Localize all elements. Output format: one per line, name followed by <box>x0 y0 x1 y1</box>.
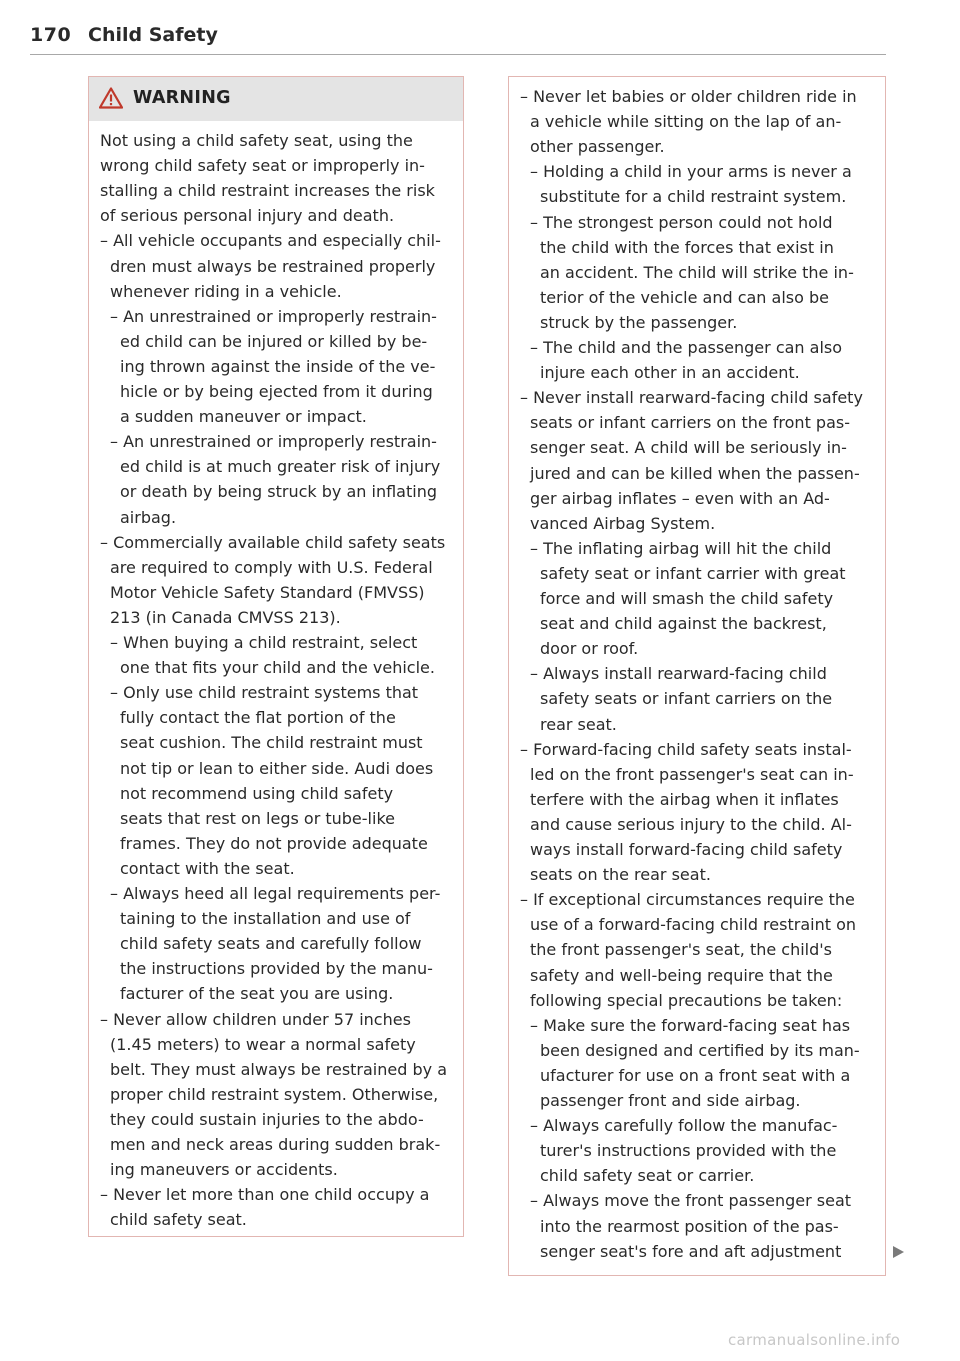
text-line: ger airbag inflates – even with an Ad- <box>530 488 830 508</box>
text-line: they could sustain injuries to the abdo- <box>110 1109 424 1129</box>
text-line: the child with the forces that exist in <box>540 237 834 257</box>
text-line: into the rearmost position of the pas- <box>540 1216 839 1236</box>
continue-arrow-icon <box>890 1244 906 1260</box>
text-line: whenever riding in a vehicle. <box>110 281 342 301</box>
text-line: fully contact the flat portion of the <box>120 708 396 728</box>
text-line: child safety seat or carrier. <box>540 1166 755 1186</box>
text-line: jured and can be killed when the passen- <box>530 463 860 483</box>
text-line: passenger front and side airbag. <box>540 1091 801 1110</box>
text-line: not recommend using child safety <box>120 783 394 803</box>
text-line: injure each other in an accident. <box>540 363 800 383</box>
text-line: child safety seats and carefully follow <box>120 934 422 954</box>
text-line: – Always carefully follow the manufac- <box>530 1116 838 1136</box>
text-line: frames. They do not provide adequate <box>120 833 428 853</box>
text-line: belt. They must always be restrained by a <box>110 1059 447 1079</box>
text-line: dren must always be restrained properly <box>110 256 436 276</box>
text-line: safety seat or infant carrier with great <box>540 563 846 583</box>
text-line: (1.45 meters) to wear a normal safety <box>110 1034 416 1054</box>
text-line: following special precautions be taken: <box>530 990 843 1010</box>
text-line: been designed and certified by its man- <box>540 1040 860 1060</box>
warning-header <box>89 77 463 121</box>
text-line: struck by the passenger. <box>540 312 738 332</box>
text-line: not tip or lean to either side. Audi does <box>120 758 434 778</box>
text-line: led on the front passenger's seat can in- <box>530 764 854 784</box>
text-line: of serious personal injury and death. <box>100 206 395 226</box>
text-line: – Never allow children under 57 inches <box>100 1009 411 1029</box>
text-line: – Always move the front passenger seat <box>530 1191 852 1211</box>
text-line: – The inflating airbag will hit the child <box>530 538 832 558</box>
text-line: seat and child against the backrest, <box>540 614 827 634</box>
text-line: – When buying a child restraint, select <box>110 633 418 652</box>
text-line: – If exceptional circumstances require the <box>520 890 855 910</box>
text-line: hicle or by being ejected from it during <box>120 382 433 401</box>
text-line: – Make sure the forward-facing seat has <box>530 1015 851 1035</box>
text-line: child safety seat. <box>110 1210 247 1230</box>
text-line: substitute for a child restraint system. <box>540 187 847 207</box>
text-line: – An unrestrained or improperly restrain- <box>110 306 437 326</box>
text-line: – Always install rearward-facing child <box>530 664 827 684</box>
text-line: force and will smash the child safety <box>540 589 834 608</box>
text-line: turer's instructions provided with the <box>540 1141 837 1161</box>
text-line: ways install forward-facing child safety <box>530 840 843 859</box>
text-line: other passenger. <box>530 137 665 157</box>
text-line: ed child can be injured or killed by be- <box>120 331 428 351</box>
warning-title: WARNING <box>133 88 231 108</box>
text-line: stalling a child restraint increases the risk <box>100 181 435 201</box>
text-line: terfere with the airbag when it inflates <box>530 789 839 809</box>
text-line: senger seat. A child will be seriously in- <box>530 438 847 458</box>
text-line: 213 (in Canada CMVSS 213). <box>110 607 341 627</box>
page-number: 170 <box>30 24 72 46</box>
text-line: contact with the seat. <box>120 858 295 878</box>
text-line: ed child is at much greater risk of injury <box>120 457 441 477</box>
text-line: a vehicle while sitting on the lap of an- <box>530 112 842 132</box>
section-title: Child Safety <box>88 24 218 46</box>
text-line: – Never let babies or older children ride in <box>520 87 857 106</box>
text-line: – Only use child restraint systems that <box>110 683 419 703</box>
text-line: – The child and the passenger can also <box>530 338 843 357</box>
text-line: seats or infant carriers on the front pas- <box>530 413 850 433</box>
text-line: – Never install rearward-facing child safety <box>520 388 863 408</box>
text-line: taining to the installation and use of <box>120 909 411 929</box>
text-line: – Always heed all legal requirements per- <box>110 884 441 903</box>
text-line: terior of the vehicle and can also be <box>540 287 829 307</box>
text-line: or death by being struck by an inflating <box>120 482 437 502</box>
text-line: safety seats or infant carriers on the <box>540 689 833 709</box>
text-line: safety and well-being require that the <box>530 965 833 985</box>
text-line: ing thrown against the inside of the ve- <box>120 356 436 376</box>
text-line: use of a forward-facing child restraint on <box>530 915 856 935</box>
text-line: rear seat. <box>540 714 617 734</box>
text-line: seats that rest on legs or tube-like <box>120 808 395 828</box>
text-line: the instructions provided by the manu- <box>120 959 433 979</box>
text-line: proper child restraint system. Otherwise, <box>110 1084 439 1104</box>
text-line: a sudden maneuver or impact. <box>120 407 367 427</box>
text-line: seat cushion. The child restraint must <box>120 733 423 753</box>
text-line: – Never let more than one child occupy a <box>100 1185 430 1205</box>
text-line: senger seat's fore and aft adjustment <box>540 1241 842 1261</box>
text-line: one that fits your child and the vehicle. <box>120 658 435 678</box>
text-line: the front passenger's seat, the child's <box>530 940 832 960</box>
text-line: – All vehicle occupants and especially chil- <box>100 231 441 251</box>
text-line: Motor Vehicle Safety Standard (FMVSS) <box>110 582 425 602</box>
text-line: facturer of the seat you are using. <box>120 984 394 1004</box>
warning-triangle-icon <box>99 87 123 109</box>
text-line: and cause serious injury to the child. Al- <box>530 814 852 834</box>
text-line: – The strongest person could not hold <box>530 212 833 232</box>
text-line: vanced Airbag System. <box>530 513 716 533</box>
text-line: – Commercially available child safety seats <box>100 532 446 552</box>
text-line: – Forward-facing child safety seats instal- <box>520 739 852 759</box>
text-line: are required to comply with U.S. Federal <box>110 557 433 577</box>
text-line: Not using a child safety seat, using the <box>100 131 413 150</box>
page-header <box>30 24 886 55</box>
text-line: an accident. The child will strike the in- <box>540 262 854 282</box>
text-line: – Holding a child in your arms is never a <box>530 162 852 182</box>
text-line: – An unrestrained or improperly restrain- <box>110 432 437 452</box>
text-line: men and neck areas during sudden brak- <box>110 1135 441 1154</box>
text-line: airbag. <box>120 507 177 527</box>
text-line: ing maneuvers or accidents. <box>110 1160 338 1180</box>
text-line: seats on the rear seat. <box>530 865 711 885</box>
text-line: door or roof. <box>540 639 639 659</box>
footer-watermark: carmanualsonline.info <box>728 1331 901 1349</box>
text-line: wrong child safety seat or improperly in- <box>100 156 425 176</box>
text-line: ufacturer for use on a front seat with a <box>540 1065 851 1085</box>
